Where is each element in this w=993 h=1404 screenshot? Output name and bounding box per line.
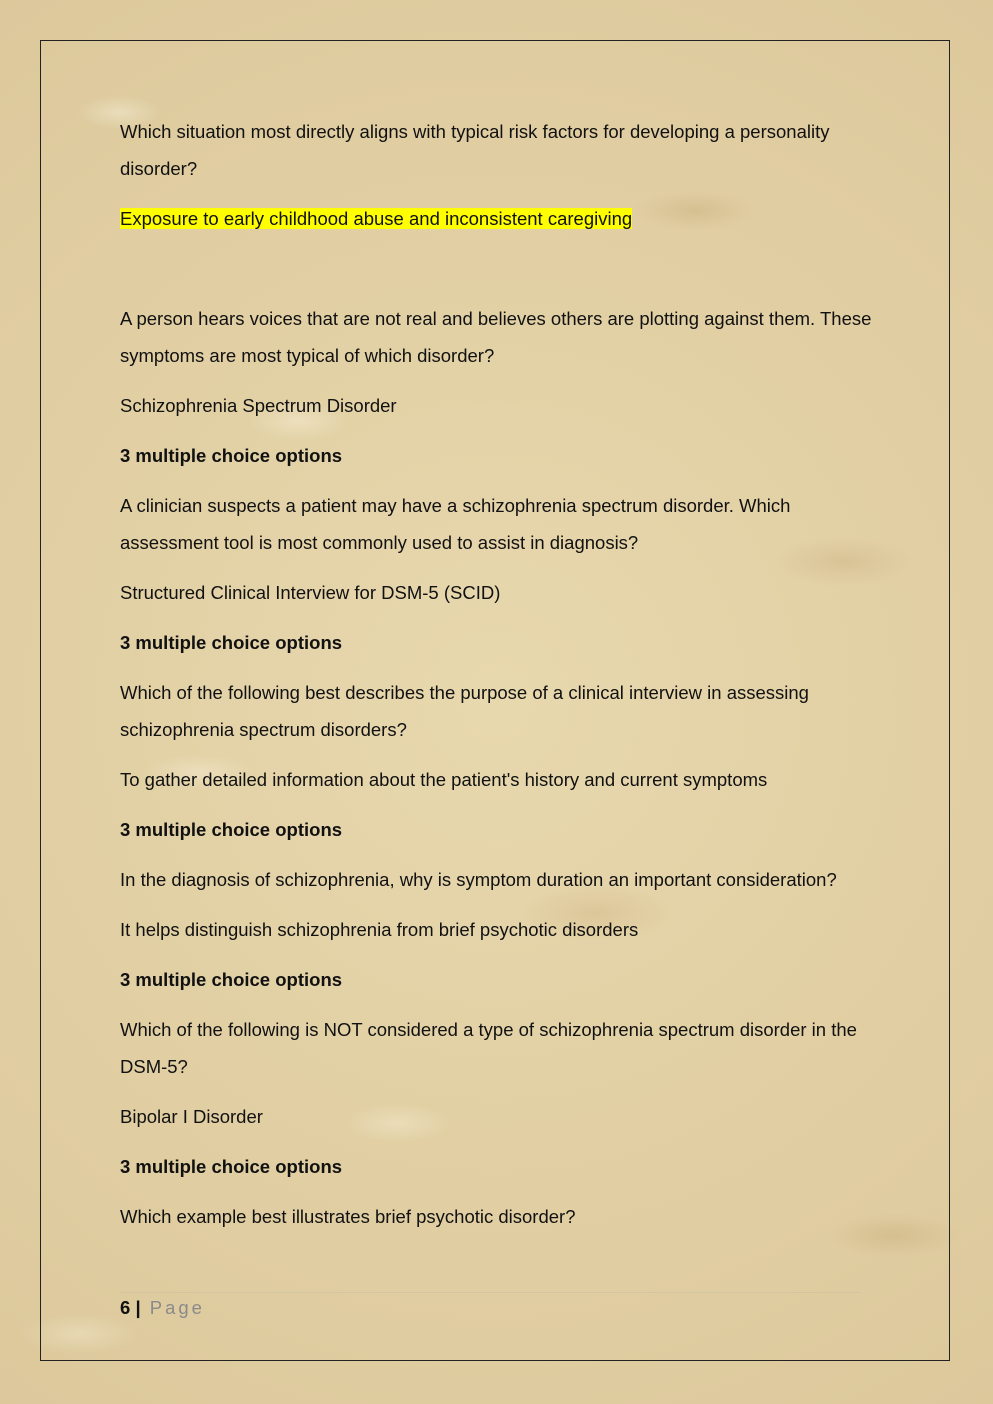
multiple-choice-note-text: 3 multiple choice options [120,1156,343,1177]
question-text [120,1198,880,1235]
question-text-span: Which example best illustrates brief psychotic disorder? [120,1206,576,1227]
answer-text [120,574,880,611]
multiple-choice-note [120,624,880,661]
multiple-choice-note-text: 3 multiple choice options [120,969,343,990]
answer-text [120,387,880,424]
answer-text-span: It helps distinguish schizophrenia from brief psychotic disorders [120,919,639,940]
answer-text-span: To gather detailed information about the patient's history and current symptoms [120,769,768,790]
document-body [120,113,880,1248]
question-text [120,674,880,748]
question-text-span: A person hears voices that are not real and believes others are plotting against them. These symptoms are most typical of which disorder? [120,308,872,366]
question-text [120,487,880,561]
question-text [120,861,880,898]
question-text-span: Which of the following best describes the purpose of a clinical interview in assessing schizophrenia spectrum disorders? [120,682,809,740]
multiple-choice-note [120,961,880,998]
answer-text-span: Structured Clinical Interview for DSM-5 (SCID) [120,582,501,603]
question-text [120,300,880,374]
question-text [120,113,880,187]
answer-text-span: Schizophrenia Spectrum Disorder [120,395,397,416]
question-text [120,1011,880,1085]
question-text-span: Which of the following is NOT considered a type of schizophrenia spectrum disorder in the DSM-5? [120,1019,857,1077]
question-text-span: Which situation most directly aligns with typical risk factors for developing a personality disorder? [120,121,830,179]
multiple-choice-note [120,1148,880,1185]
page-label: Page [149,1297,205,1318]
highlighted-answer-text: Exposure to early childhood abuse and inconsistent caregiving [120,208,633,229]
multiple-choice-note-text: 3 multiple choice options [120,445,343,466]
spacer [120,250,880,300]
answer-text [120,911,880,948]
question-text-span: In the diagnosis of schizophrenia, why is symptom duration an important consideration? [120,869,837,890]
answer-text [120,761,880,798]
highlighted-answer [120,200,880,237]
multiple-choice-note-text: 3 multiple choice options [120,819,343,840]
question-text-span: A clinician suspects a patient may have a schizophrenia spectrum disorder. Which assessment tool is most commonly used to assist in diagnosis? [120,495,791,553]
multiple-choice-note [120,437,880,474]
multiple-choice-note [120,811,880,848]
page-number: 6 [120,1297,131,1318]
answer-text-span: Bipolar I Disorder [120,1106,263,1127]
answer-text [120,1098,880,1135]
page-separator: | [135,1297,141,1318]
page-footer [120,1292,860,1323]
multiple-choice-note-text: 3 multiple choice options [120,632,343,653]
